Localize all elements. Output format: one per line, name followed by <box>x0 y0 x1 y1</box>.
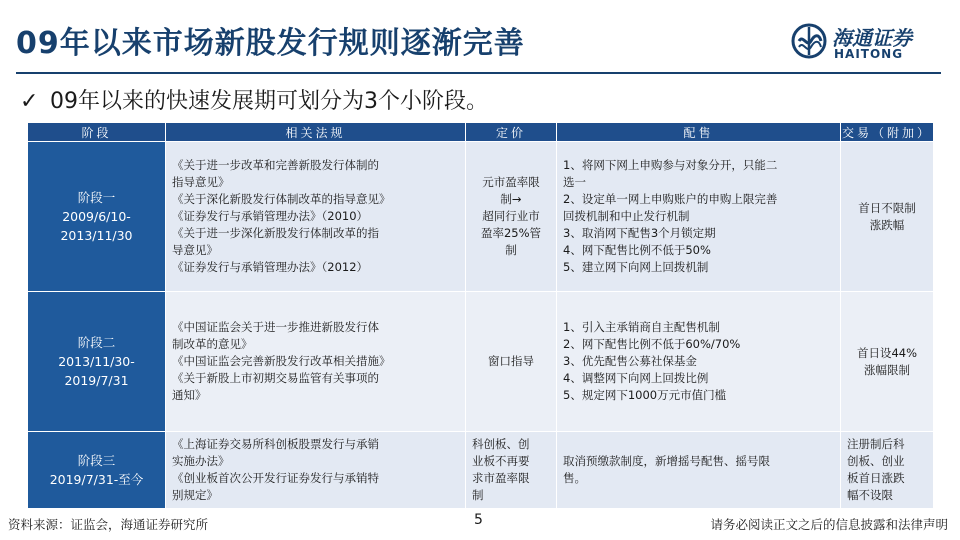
table-header-row <box>28 123 934 142</box>
pricing-line: 业板不再要 <box>472 454 530 468</box>
allocation-line: 售。 <box>563 471 586 485</box>
pricing-cell <box>466 142 557 292</box>
company-logo <box>790 20 950 64</box>
allocation-line: 5、建立网下向网上回拨机制 <box>563 260 709 274</box>
law-line: 《关于新股上市初期交易监管有关事项的 <box>172 371 379 385</box>
law-line: 别规定》 <box>172 488 218 502</box>
law-line: 《证券发行与承销管理办法》（2012） <box>172 260 369 274</box>
header-trading: 交易（附加） <box>841 123 934 142</box>
allocation-cell <box>557 292 841 432</box>
title-divider <box>16 72 941 74</box>
trading-cell <box>841 432 934 509</box>
law-line: 通知》 <box>172 388 207 402</box>
allocation-line: 回拨机制和中止发行机制 <box>563 209 690 223</box>
issuance-rules-table <box>27 122 934 509</box>
law-line: 《中国证监会完善新股发行改革相关措施》 <box>172 354 391 368</box>
stage-period: 2013/11/30-2019/7/31 <box>58 354 135 388</box>
logo-english-name: HAITONG <box>834 47 904 61</box>
allocation-line: 选一 <box>563 175 586 189</box>
bullet-text: 09年以来的快速发展期可划分为3个小阶段。 <box>50 89 488 114</box>
stage-name: 阶段一 <box>77 190 116 205</box>
law-line: 《创业板首次公开发行证券发行与承销特 <box>172 471 379 485</box>
table-row <box>28 292 934 432</box>
pricing-cell <box>466 292 557 432</box>
stage-period: 2009/6/10-2013/11/30 <box>60 209 133 243</box>
law-line: 《关于进一步改革和完善新股发行体制的 <box>172 158 379 172</box>
allocation-cell <box>557 432 841 509</box>
header-stage: 阶段 <box>28 123 166 142</box>
trading-line: 板首日涨跌 <box>847 471 905 485</box>
stage-name: 阶段二 <box>77 335 116 350</box>
pricing-line: 制 <box>472 488 484 502</box>
trading-line: 幅不设限 <box>847 488 893 502</box>
allocation-line: 4、调整网下向网上回拨比例 <box>563 371 709 385</box>
header-laws: 相关法规 <box>166 123 466 142</box>
footer-disclaimer: 请务必阅读正文之后的信息披露和法律声明 <box>710 517 948 532</box>
stage-name: 阶段三 <box>77 453 116 468</box>
pricing-line: 科创板、创 <box>472 437 530 451</box>
allocation-line: 3、优先配售公募社保基金 <box>563 354 697 368</box>
allocation-line: 1、引入主承销商自主配售机制 <box>563 320 720 334</box>
logo-chinese-name: 海通证券 <box>832 26 912 50</box>
allocation-line: 3、取消网下配售3个月锁定期 <box>563 226 716 240</box>
law-line: 导意见》 <box>172 243 218 257</box>
page-number: 5 <box>474 512 483 528</box>
law-line: 《上海证券交易所科创板股票发行与承销 <box>172 437 379 451</box>
table-row <box>28 432 934 509</box>
law-line: 《中国证监会关于进一步推进新股发行体 <box>172 320 379 334</box>
bullet-point <box>20 84 488 115</box>
pricing-line: 制→ <box>500 192 522 206</box>
pricing-line: 制 <box>505 243 517 257</box>
law-line: 《关于进一步深化新股发行体制改革的指 <box>172 226 379 240</box>
trading-line: 首日不限制 <box>858 200 916 215</box>
stage-period: 2019/7/31-至今 <box>49 472 144 487</box>
check-icon: ✓ <box>20 89 39 114</box>
laws-cell <box>166 142 466 292</box>
allocation-cell <box>557 142 841 292</box>
trading-line: 涨跌幅 <box>869 217 905 232</box>
allocation-line: 取消预缴款制度，新增摇号配售、摇号限 <box>563 454 770 468</box>
law-line: 《关于深化新股发行体制改革的指导意见》 <box>172 192 391 206</box>
law-line: 实施办法》 <box>172 454 230 468</box>
header-allocation: 配售 <box>557 123 841 142</box>
allocation-line: 4、网下配售比例不低于50% <box>563 243 711 257</box>
allocation-line: 5、规定网下1000万元市值门槛 <box>563 388 727 402</box>
table-row <box>28 142 934 292</box>
pricing-line: 超同行业市 <box>482 209 540 223</box>
stage-cell <box>28 432 166 509</box>
trading-line: 创板、创业 <box>847 454 905 468</box>
stage-cell <box>28 142 166 292</box>
law-line: 《证券发行与承销管理办法》（2010） <box>172 209 369 223</box>
trading-line: 注册制后科 <box>847 437 905 451</box>
footer-source: 资料来源：证监会，海通证券研究所 <box>8 517 209 532</box>
trading-line: 涨幅限制 <box>864 362 910 377</box>
law-line: 制改革的意见》 <box>172 337 253 351</box>
haitong-logo-icon <box>790 22 828 60</box>
pricing-line: 求市盈率限 <box>472 471 530 485</box>
page-title: 09年以来市场新股发行规则逐渐完善 <box>16 26 525 61</box>
header-pricing: 定价 <box>466 123 557 142</box>
pricing-cell <box>466 432 557 509</box>
allocation-line: 2、设定单一网上申购账户的申购上限完善 <box>563 192 778 206</box>
trading-cell <box>841 292 934 432</box>
laws-cell <box>166 432 466 509</box>
pricing-line: 盈率25%管 <box>480 226 542 240</box>
pricing-line: 元市盈率限 <box>482 175 540 189</box>
pricing-line: 窗口指导 <box>488 354 534 368</box>
trading-line: 首日设44% <box>856 345 918 360</box>
laws-cell <box>166 292 466 432</box>
law-line: 指导意见》 <box>172 175 230 189</box>
allocation-line: 1、将网下网上申购参与对象分开，只能二 <box>563 158 778 172</box>
stage-cell <box>28 292 166 432</box>
trading-cell <box>841 142 934 292</box>
allocation-line: 2、网下配售比例不低于60%/70% <box>563 337 741 351</box>
